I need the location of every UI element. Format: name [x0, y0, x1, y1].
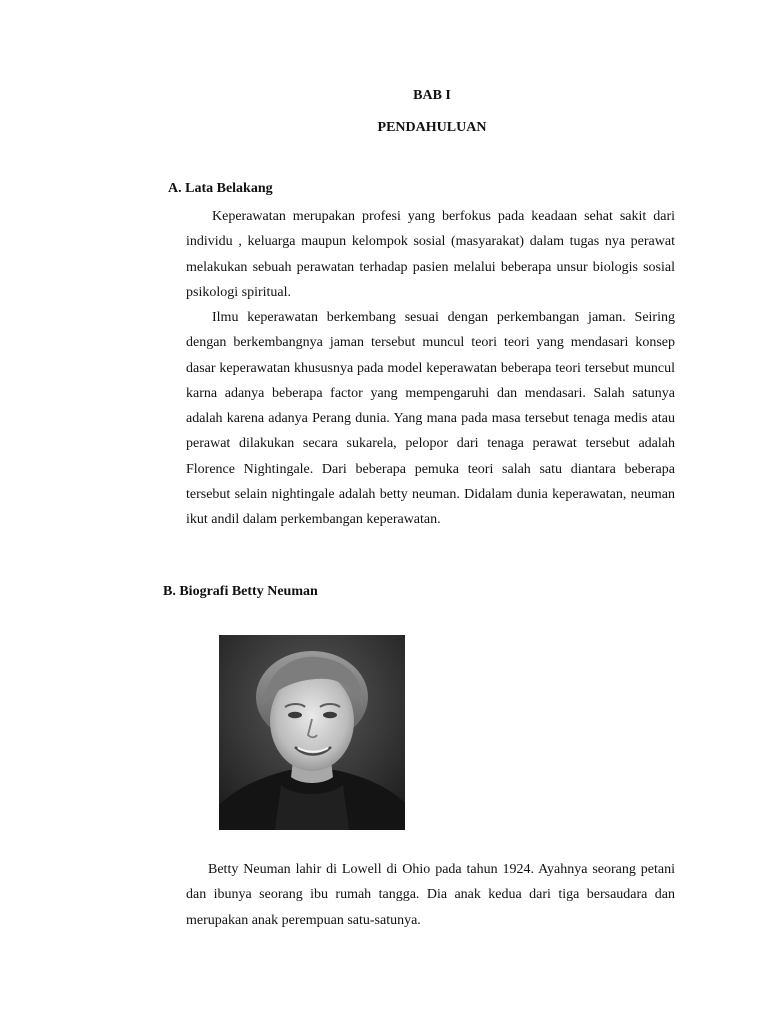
portrait-photo: [219, 635, 405, 830]
section-b-heading: B. Biografi Betty Neuman: [163, 584, 318, 599]
section-a-heading: A. Lata Belakang: [168, 181, 273, 196]
paragraph-background-1-text: Keperawatan merupakan profesi yang berfokus pada keadaan sehat sakit dari individu , keluarga maupun kelompok sosial (masyarakat) dalam tugas nya perawat melakukan sebuah perawatan terhadap pasien melalui beberapa unsur biologis sosial psikologi spiritual.: [186, 209, 675, 300]
paragraph-background-2-text: Ilmu keperawatan berkembang sesuai dengan perkembangan jaman. Seiring dengan berkembangnya jaman tersebut muncul teori teori yang mendasari konsep dasar keperawatan khususnya pada model keperawatan beberapa teori tersebut muncul karna adanya beberapa factor yang mempengaruhi dan mendasari. Salah satunya adalah karena adanya Perang dunia. Yang mana pada masa tersebut tenaga medis atau perawat dilakukan secara sukarela, pelopor dari tenaga perawat tersebut adalah Florence Nightingale. Dari beberapa pemuka teori salah satu diantara beberapa tersebut selain nightingale adalah betty neuman. Didalam dunia keperawatan, neuman ikut andil dalam perkembangan keperawatan.: [186, 310, 675, 528]
paragraph-biography: [186, 857, 675, 933]
chapter-number: BAB I: [413, 88, 451, 103]
paragraph-biography-text: Betty Neuman lahir di Lowell di Ohio pada tahun 1924. Ayahnya seorang petani dan ibunya seorang ibu rumah tangga. Dia anak kedua dari tiga bersaudara dan merupakan anak perempuan satu-satunya.: [186, 862, 675, 928]
paragraph-background-2: [186, 305, 675, 533]
chapter-title: PENDAHULUAN: [377, 120, 487, 135]
paragraph-background-1: [186, 204, 675, 305]
